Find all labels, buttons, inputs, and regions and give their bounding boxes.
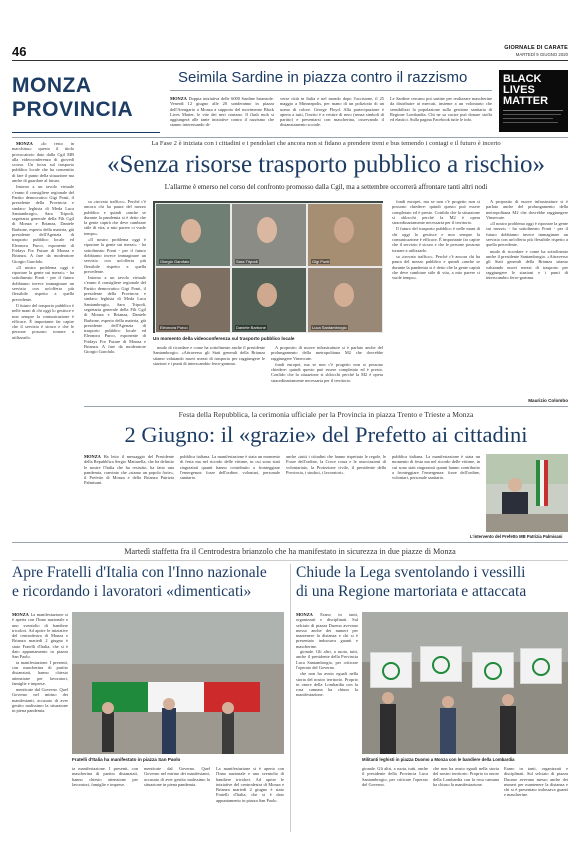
cgil-headline: «Senza risorse trasporto pubblico a rischio» — [106, 151, 546, 178]
sardine-headline: Seimila Sardine in piazza contro il razzismo — [178, 69, 468, 86]
sardine-dateline: MONZA — [170, 96, 187, 101]
cgil-far-right-body-3: mudo di ricordare e come ha sottolineato anche il presidente Santambrogio. «Attraverso gli Stati generali della Brianza stiamo valutando nuovi mezzi di trasporto per raggiungere le stazioni e i punti di interscambio ferro-gomma. — [486, 248, 568, 281]
cgil-mid-body: sa «trovato traffico». Perché c'è ancora chi ha paura del mezzo pubblico e quindi «anche se durante la pandemia si è detto che la gente capirà che deve cambiare stile di vita, a mio parere ci vuole tempo». — [84, 199, 146, 236]
cgil-right-body-3: sa «trovato traffico». Perché c'è ancora chi ha paura del mezzo pubblico e quindi «anche se durante la pandemia si è detto che la gente capirà che deve cambiare stile di vita, a mio parere ci vuole tempo». — [392, 253, 480, 281]
poster-line-3: MATTER — [503, 95, 549, 107]
fdi-headline-line1: Apre Fratelli d'Italia con l'Inno nazionale — [12, 564, 267, 581]
poster-line-2: LIVES — [503, 84, 535, 96]
fdi-col-1 — [12, 612, 68, 832]
fdi-col-3 — [144, 766, 210, 832]
cgil-lower-right-text-2: fondi europei, ma se non c'è progetto non si possono chiedere: quindi questo può essere completato ed è presto. Confido che la situazione si sblocchi perché la M2 è opera straordinariamente necessaria per il territorio. — [271, 361, 383, 383]
cgil-left-intro: «Io resto in macchina»: questo il titolo provocatorio dato dalla Cgil MB alla videoconferenza di giovedì scorso. Un focus sul trasporto pubblico locale che ha consentito di fare il punto della situazione ma anche di guardare al futuro. — [12, 141, 74, 184]
prefetto-top-rule — [84, 406, 568, 407]
fdi-dateline: MONZA — [12, 612, 29, 617]
fdi-col-4 — [216, 766, 284, 832]
fdi-col1-text: La manifestazione si è aperta con l'Inno nazionale e uno sventolio di bandiere tricolori. Ad aprire le iniziative del centrodestra di Monza e Brianza martedì 2 giugno è stato Fratelli d'Italia, che si è dato appuntamento in piazza San Paolo. — [12, 612, 68, 660]
prefetto-headline: 2 Giugno: il «grazie» del Prefetto ai cittadini — [124, 422, 528, 447]
cgil-kicker: La Fase 2 è iniziata con i cittadini e i pendolari che ancora non si fidano a prendere treni e bus temendo i contagi e il futuro è incerto — [151, 140, 501, 147]
lega-col-2 — [362, 766, 428, 832]
lega-col3-text: che non ha avuto eguali nella storia del nostro territorio. Proprio in onore della Lombardia con la rosa camuna ha chiuso la manifestazione. — [433, 766, 499, 787]
sardine-rule — [170, 90, 492, 91]
participant-name-5: Daniele Barbone — [236, 325, 266, 330]
video-conference-caption: Un momento della videoconferenza sul trasporto pubblico locale — [153, 336, 295, 341]
cgil-mid-body-2: «Il nostro problema oggi è riportare la gente sui mezzi» - ha sottolineato Ponti - per il futuro dobbiamo invece immaginare un servizio con un'offerta più flessibile rispetto a quella precedente. — [84, 237, 146, 274]
participant-name-6: Luca Santambrogio — [312, 325, 347, 330]
fdi-photo — [72, 612, 284, 754]
issue-date: MARTEDÌ 9 GIUGNO 2020 — [515, 52, 568, 57]
participant-name-1: Giorgio Garofalo — [160, 259, 190, 264]
lega-photo — [362, 612, 568, 754]
prefetto-col3-text: anche «tutti i cittadini che hanno rispettato le regole, le Forze dell'ordine, la Croce rossa e le associazioni di volontariato, la Protezione civile, il presidente della Provincia, i sindaci, i lavoratori». — [286, 454, 386, 475]
fdi-col1-text-2: ta manifestazione. I presenti, con mascherina di partito distanziati, hanno chiesto attenzione per lavoratori, famiglie e imprese. — [12, 659, 68, 686]
prefetto-col1-text: Ha letto il messaggio del Presidente della Repubblica Sergio Mattarella, che ha definito le nostre l'Italia che ha resistito, ha fatto una pandemia, convinto che «siamo un popolo forte», il Prefetto di Monza e della Brianza Patrizia Palmisani. — [84, 454, 174, 486]
prefetto-caption: L'intervento del Prefetto MB Patrizia Palmisani — [470, 534, 563, 539]
participant-name-4: Eleonora Purco — [160, 325, 188, 330]
cgil-far-right-col — [486, 199, 568, 395]
cgil-mid-col — [84, 199, 146, 401]
fdi-headline-line2: e ricordando i lavoratori «dimenticati» — [12, 583, 252, 600]
black-lives-matter-poster — [499, 70, 568, 132]
lega-col2-text: gionale. Gli altri, a ruota, tutti, anche il presidente della Provincia Luca Santambrogio, per criticare l'operato del Governo. — [362, 766, 428, 787]
prefetto-col-1 — [84, 454, 174, 534]
fdi-col-2 — [72, 766, 138, 832]
sabato-kicker-rule — [12, 560, 568, 561]
fdi-col1-text-3: menticate dal Governo. Quel Governo nel mirino dei manifestanti, accusato di aver gestito malissimo la situazione in piena pandemia. — [12, 687, 68, 714]
fdi-col4-text: La manifestazione si è aperta con l'Inno nazionale e uno sventolio di bandiere tricolori. Ad aprire le iniziative del centrodestra di Monza e Brianza martedì 2 giugno è stato Fratelli d'Italia, che si è dato appuntamento in piazza San Paolo. — [216, 766, 284, 803]
lega-col1-text-2: gionale. Gli altri, a ruota, tutti, anche il presidente della Provincia Luca Santambrogio, per criticare l'operato del Governo. — [296, 649, 358, 670]
lega-col1-text-3: che non ha avuto eguali nella storia del nostro territorio. Proprio in onore della Lombardia con la rosa camuna ha chiuso la manifestazione. — [296, 671, 358, 698]
sabato-top-rule — [12, 542, 568, 543]
lega-col1-text: Erano in tanti, organizzati e disciplinati. Sul selciato di piazza Duomo avevano messo anche dei numeri per mantenere la distanza e chi si è presentato indossava guanti e mascherine. — [296, 612, 358, 649]
prefetto-col4-text: pubblica italiana. La manifestazione è stata un momento di festa ma nel ricordo delle vittime, in cui sono stati ringraziati quanti hanno contribuito a fronteggiare l'emergenza: forze dell'ordine, volontari, personale sanitario. — [392, 454, 480, 481]
page-number: 46 — [12, 44, 27, 59]
sardine-col-1 — [170, 96, 274, 128]
video-conference-photo — [153, 201, 383, 333]
cgil-lower-mid-text: mudo di ricordare e come ha sottolineato anche il presidente Santambrogio. «Attraverso gli Stati generali della Brianza stiamo valutando nuovi mezzi di trasporto per raggiungere le stazioni e i punti di interscambio ferro-gomma. — [153, 345, 265, 366]
cgil-author: Maurizio Colombo — [528, 398, 568, 403]
lega-col-3 — [433, 766, 499, 832]
sardine-col-3 — [390, 96, 492, 122]
sardine-col1-text: Doppia iniziativa delle 6000 Sardine brianzole. Venerdì 12 giugno alle 20 sonderanno in piazza dell'Arengario a Monza a supporto del movimento Black Lives Matter, le vite dei neri contano. Il flash mob si aggiungerà alle tante iniziative contro il razzismo che stanno interessando di- — [170, 96, 274, 128]
newspaper-name: GIORNALE DI CARATE — [504, 45, 568, 51]
sabato-kicker: Martedì staffetta fra il Centrodestra brianzolo che ha manifestato in sicurezza in due piazze di Monza — [124, 547, 456, 556]
prefetto-col-3 — [286, 454, 386, 534]
fdi-col3-text: menticate dal Governo. Quel Governo nel mirino dei manifestanti, accusato di aver gestito malissimo la situazione in piena pandemia. — [144, 766, 210, 787]
cgil-dateline: MONZA — [16, 141, 33, 146]
cgil-lower-right-col — [271, 345, 383, 401]
lega-headline-line1: Chiude la Lega sventolando i vessilli — [296, 564, 526, 581]
sardine-col-2 — [280, 96, 384, 128]
cgil-top-rule — [12, 137, 568, 138]
lega-col4-text: Erano in tanti, organizzati e disciplinati. Sul selciato di piazza Duomo avevano messo anche dei numeri per mantenere la distanza e chi si è presentato indossava guanti e mascherine. — [504, 766, 568, 798]
sardine-col2-text: verse città in Italia e nel mondo dopo l'uccisione, il 25 maggio a Minneapolis, per mano di un poliziotto di un uomo di colore. George Floyd. Alla partecipazione è aperta a tutti, l'invito è a vestire di nero (senza simboli di partito) e presentarsi con mascherina, osservando il distanziamento sociale. — [280, 96, 384, 128]
sardine-col3-text: Le Sardine cercano poi sartine per realizzare mascherine da distribuire ai mercati, insieme a un volontario che sensibilizzi la popolazione sulla gestione sanitaria di Regione Lombardia. Chi ne sa cucire può donare stoffa ed elastici. Sulla pagina Facebook tutte le info. — [390, 96, 492, 123]
section-title-line2: PROVINCIA — [12, 98, 134, 121]
prefetto-col2-text: pubblica italiana. La manifestazione è stata un momento di festa ma nel ricordo delle vittime, in cui sono stati ringraziati quanti hanno contribuito a fronteggiare l'emergenza: forze dell'ordine, volontari, personale sanitario. — [180, 454, 280, 481]
lega-dateline: MONZA — [296, 612, 313, 617]
cgil-right-body-2: Il futuro del trasporto pubblico è nelle mani di chi oggi lo gestisce e non sempre la comunicazione è efficace. È importante far capire che il servizio è sicuro e che le persone possono tornare a utilizzarlo. — [392, 226, 480, 253]
lega-col-1 — [296, 612, 358, 832]
fdi-col2-text: ta manifestazione. I presenti, con mascherina di partito distanziati, hanno chiesto attenzione per lavoratori, famiglie e imprese. — [72, 766, 138, 787]
participant-name-3: Gigi Ponti — [312, 259, 330, 264]
cgil-left-col — [12, 141, 74, 535]
cgil-left-body-2: «Il nostro problema oggi è riportare la gente sui mezzi» - ha sottolineato Ponti - per il futuro dobbiamo invece immaginare un servizio con un'offerta più flessibile rispetto a quella precedente. — [12, 264, 74, 302]
cgil-far-right-body-2: «Il nostro problema oggi è riportare la gente sui mezzi» - ha sottolineato Ponti - per il futuro dobbiamo invece immaginare un servizio con un'offerta più flessibile rispetto a quella precedente. — [486, 221, 568, 248]
cgil-far-right-body: A proposito di nuove infrastrutture si è parlato anche del prolungamento della metropolitana M2 che dovrebbe raggiungere Vimercate. — [486, 199, 568, 220]
fdi-caption: Fratelli d'Italia ha manifestato in piazza San Paolo — [72, 757, 181, 762]
cgil-left-body: Intorno a un tavolo virtuale c'erano il consigliere regionale del Partito democratico Gigi Ponti, il presidente della Provincia e sindaco leghista di Meda Luca Santambrogio, Sara Tripodi, segretaria generale della Filt Cgil di Monza e Brianza, Daniele Barbone, esperto della materia, già presidente dell'Agenzia di trasporto pubblico locale ed Eleonora Purco, esponente di Fridays For Future di Monza e Brianza. A fare da moderatore Giorgio Garofalo. — [12, 184, 74, 264]
column-divider — [290, 564, 291, 832]
participant-name-2: Sara Tripodi — [236, 259, 258, 264]
section-title-line1: MONZA — [12, 74, 92, 97]
prefetto-kicker: Festa della Repubblica, la cerimonia ufficiale per la Provincia in piazza Trento e Trieste a Monza — [178, 410, 474, 419]
cgil-right-body: fondi europei, ma se non c'è progetto non si possono chiedere: quindi questo può essere completato ed è presto. Confido che la situazione si sblocchi perché la M2 è opera straordinariamente necessaria per il territorio. — [392, 199, 480, 226]
section-title-box — [12, 68, 160, 133]
lega-caption: Militanti leghisti in piazza Duomo a Monza con le bandiere della Lombardia — [362, 757, 515, 762]
prefetto-photo — [486, 454, 568, 532]
prefetto-col-2 — [180, 454, 280, 534]
cgil-left-body-3: Il futuro del trasporto pubblico è nelle mani di chi oggi lo gestisce e non sempre la comunicazione è efficace. È importante far capire che il servizio è sicuro e che le persone possono tornare a utilizzarlo. — [12, 302, 74, 340]
lega-col-4 — [504, 766, 568, 832]
header-rule — [12, 60, 568, 61]
cgil-lower-mid-col — [153, 345, 265, 401]
poster-line-1: BLACK — [503, 73, 542, 85]
cgil-lower-right-text: A proposito di nuove infrastrutture si è parlato anche del prolungamento della metropolitana M2 che dovrebbe raggiungere Vimercate. — [271, 345, 383, 361]
cgil-mid-body-3: Intorno a un tavolo virtuale c'erano il consigliere regionale del Partito democratico Gigi Ponti, il presidente della Provincia e sindaco leghista di Meda Luca Santambrogio, Sara Tripodi, segretaria generale della Filt Cgil di Monza e Brianza, Daniele Barbone, esperto della materia, già presidente dell'Agenzia di trasporto pubblico locale ed Eleonora Purco, esponente di Fridays For Future di Monza e Brianza. A fare da moderatore Giorgio Garofalo. — [84, 275, 146, 355]
prefetto-dateline: MONZA — [84, 454, 101, 459]
prefetto-col-4 — [392, 454, 480, 534]
cgil-right-col — [392, 199, 480, 395]
cgil-subhead: L'allarme è emerso nel corso del confronto promosso dalla Cgil, ma a settembre occorrerà affrontare tanti altri nodi — [164, 183, 488, 191]
lega-headline-line2: di una Regione martoriata e attaccata — [296, 583, 527, 600]
